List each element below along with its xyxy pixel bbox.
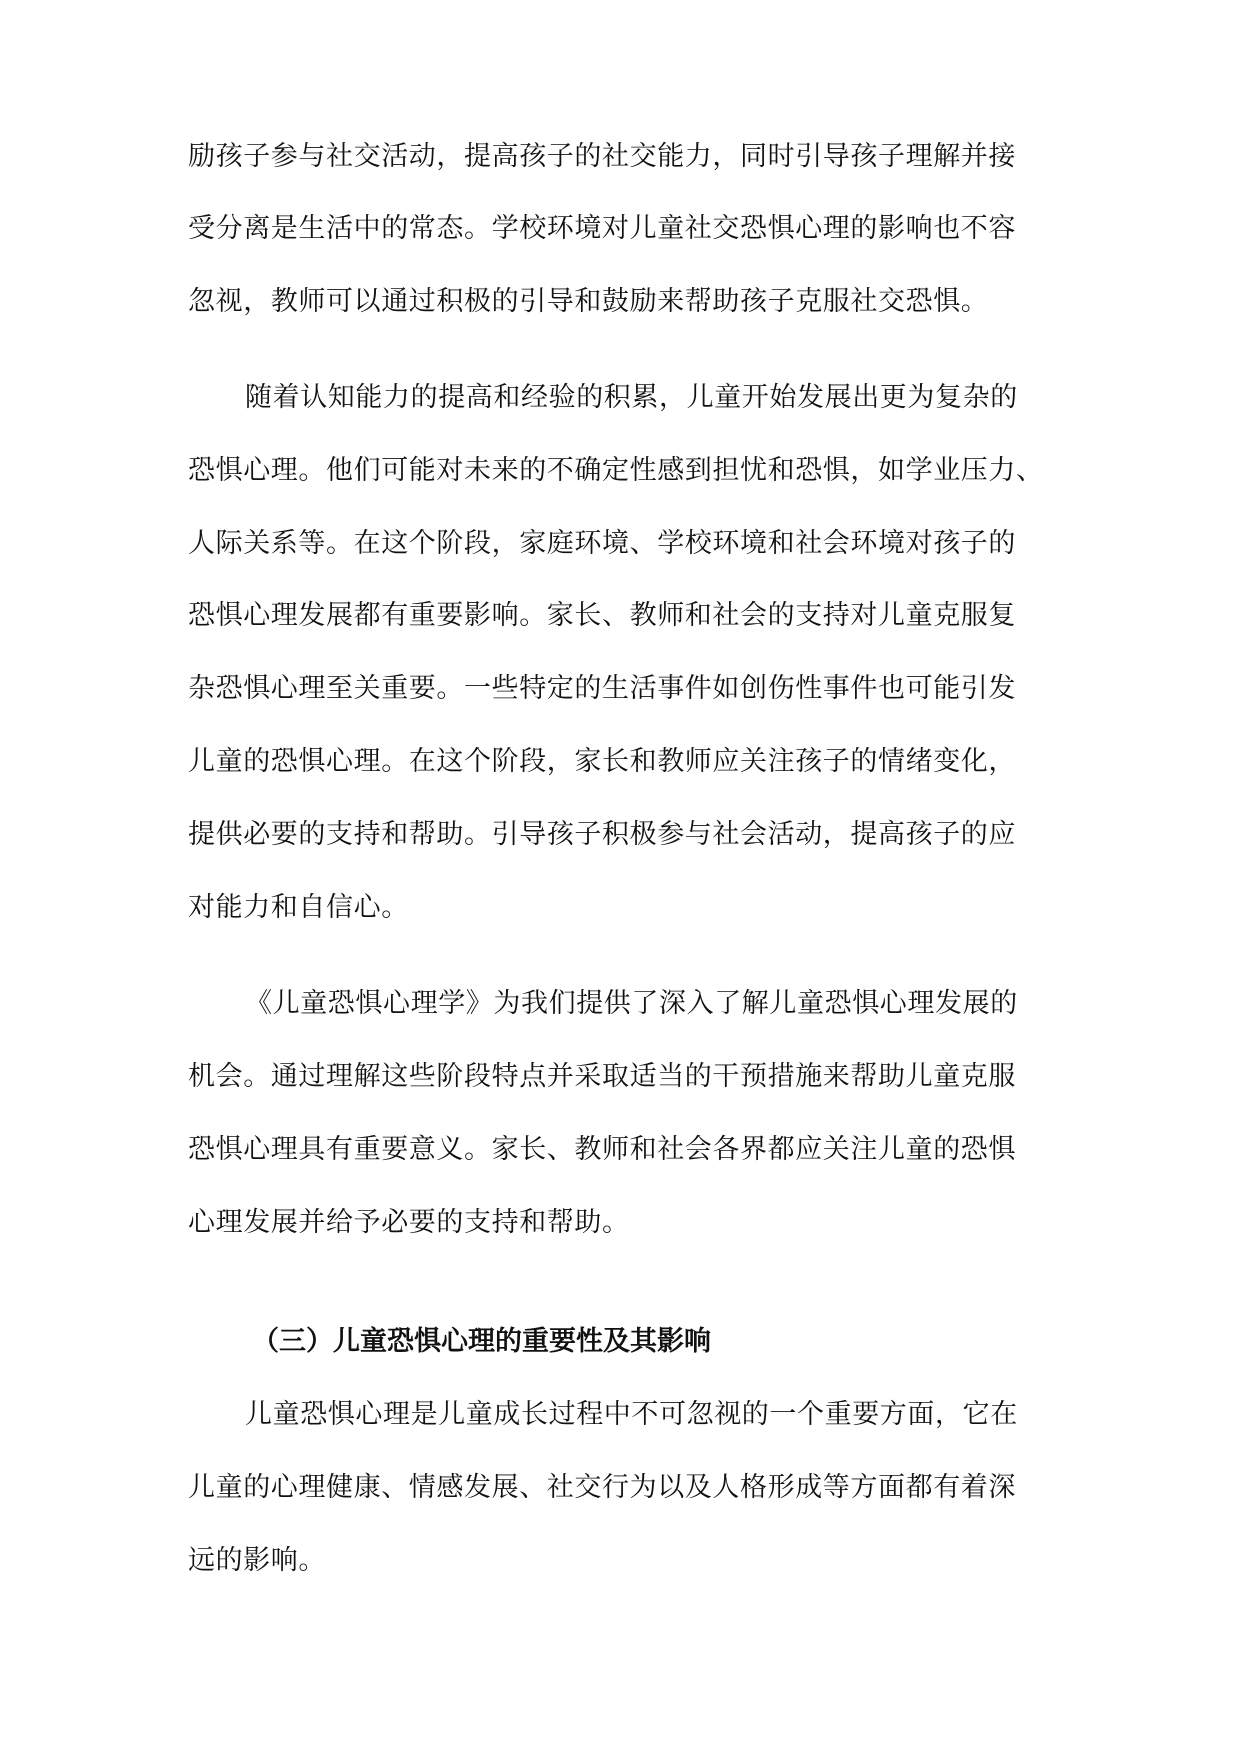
text-line: 《儿童恐惧心理学》为我们提供了深入了解儿童恐惧心理发展的 xyxy=(245,988,1018,1019)
text-line: 机会。通过理解这些阶段特点并采取适当的干预措施来帮助儿童克服 xyxy=(188,1061,1016,1092)
text-line: 励孩子参与社交活动，提高孩子的社交能力，同时引导孩子理解并接 xyxy=(188,141,1016,172)
text-line: 恐惧心理发展都有重要影响。家长、教师和社会的支持对儿童克服复 xyxy=(188,600,1016,631)
text-line: 儿童恐惧心理是儿童成长过程中不可忽视的一个重要方面，它在 xyxy=(245,1399,1018,1430)
text-line: 随着认知能力的提高和经验的积累，儿童开始发展出更为复杂的 xyxy=(245,382,1018,413)
text-line: 心理发展并给予必要的支持和帮助。 xyxy=(188,1207,630,1238)
text-line: 对能力和自信心。 xyxy=(188,892,409,923)
text-line: 受分离是生活中的常态。学校环境对儿童社交恐惧心理的影响也不容 xyxy=(188,213,1016,244)
text-line: 远的影响。 xyxy=(188,1545,326,1576)
text-line: 忽视，教师可以通过积极的引导和鼓励来帮助孩子克服社交恐惧。 xyxy=(188,286,989,317)
text-line: 恐惧心理具有重要意义。家长、教师和社会各界都应关注儿童的恐惧 xyxy=(188,1134,1016,1165)
text-line: 人际关系等。在这个阶段，家庭环境、学校环境和社会环境对孩子的 xyxy=(188,528,1016,559)
text-line: 恐惧心理。他们可能对未来的不确定性感到担忧和恐惧，如学业压力、 xyxy=(188,455,1044,486)
text-line: 儿童的心理健康、情感发展、社交行为以及人格形成等方面都有着深 xyxy=(188,1472,1016,1503)
text-line: 提供必要的支持和帮助。引导孩子积极参与社会活动，提高孩子的应 xyxy=(188,819,1016,850)
section-heading: （三）儿童恐惧心理的重要性及其影响 xyxy=(252,1326,711,1357)
text-line: 儿童的恐惧心理。在这个阶段，家长和教师应关注孩子的情绪变化， xyxy=(188,746,1016,777)
text-line: 杂恐惧心理至关重要。一些特定的生活事件如创伤性事件也可能引发 xyxy=(188,673,1016,704)
